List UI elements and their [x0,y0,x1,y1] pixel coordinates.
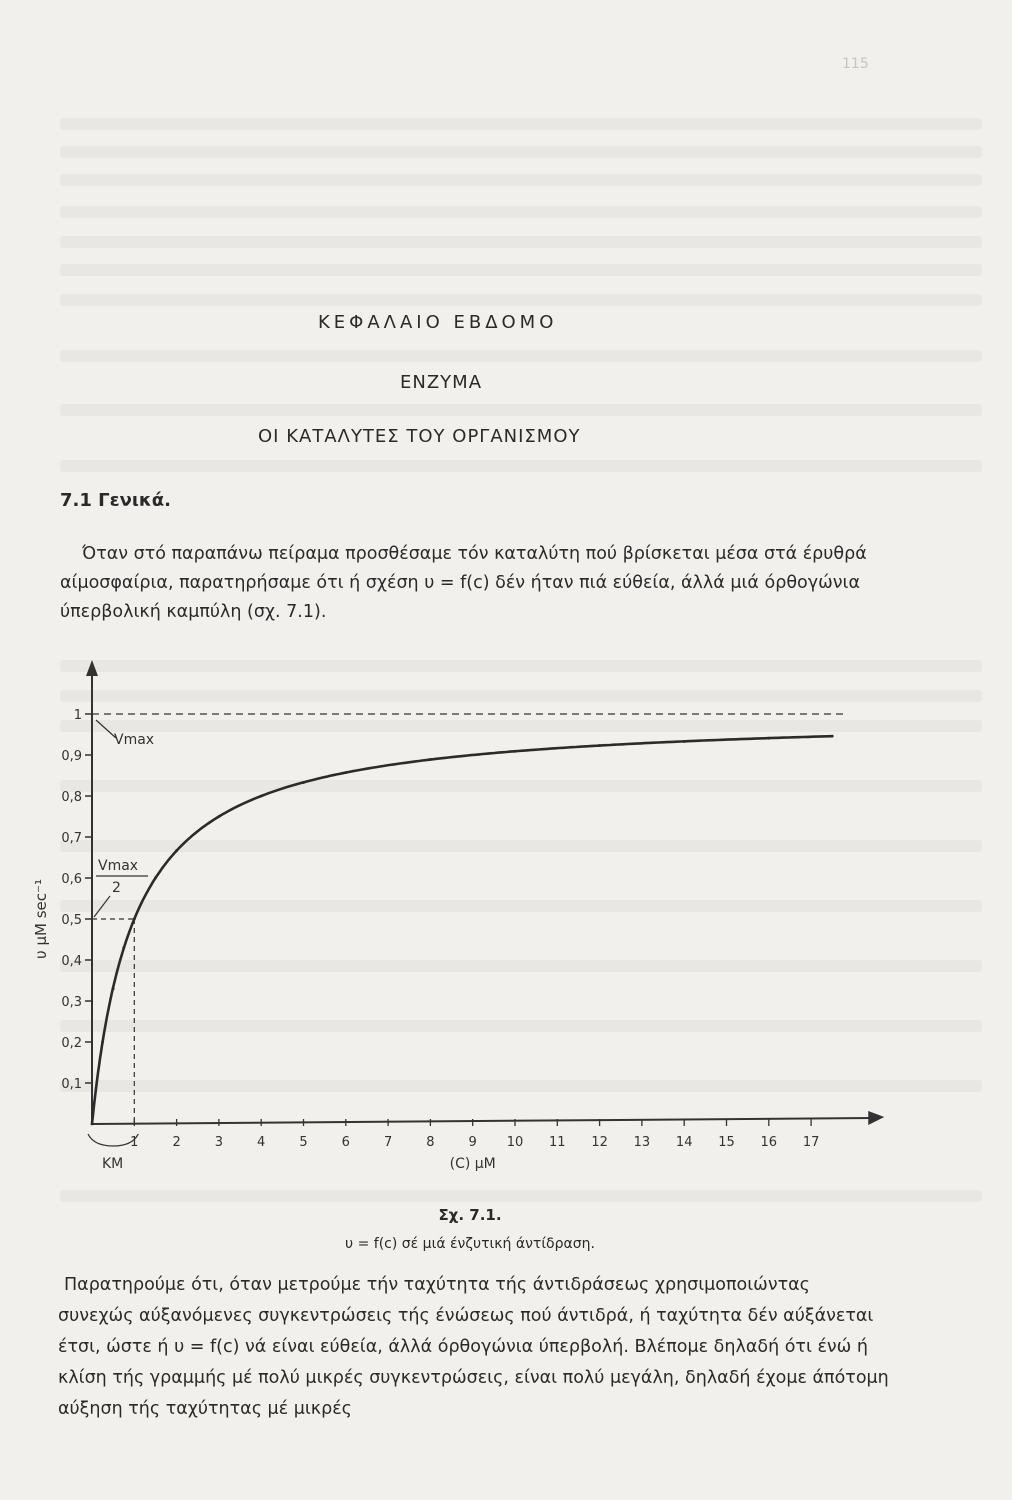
half-vmax-denominator: 2 [112,880,121,896]
x-tick-label: 13 [633,1135,651,1150]
curve-point [598,744,601,747]
y-tick-label: 1 [73,708,82,723]
curve-point [429,758,432,761]
chart-annotations [88,714,845,1172]
x-tick-label: 6 [341,1135,350,1150]
body-paragraph [58,1270,890,1425]
x-tick-label: 8 [426,1135,435,1150]
figure-label: Σχ. 7.1. [438,1206,502,1224]
y-tick-label: 0,3 [61,995,82,1010]
curve-point [260,795,263,798]
curve-point [302,781,305,784]
x-tick-label: 12 [591,1135,608,1150]
michaelis-menten-chart [0,640,1012,1200]
x-tick-label: 5 [299,1135,308,1150]
chapter-subtitle: ΟΙ ΚΑΤΑΛΥΤΕΣ ΤΟΥ ΟΡΓΑΝΙΣΜΟΥ [258,426,581,447]
x-tick-label: 15 [718,1135,735,1150]
curve-point [101,1041,104,1044]
x-tick-label: 7 [383,1135,393,1150]
x-axis-label: (C) μM [449,1156,496,1172]
x-tick-label: 4 [257,1135,266,1150]
page-number: 115 [842,56,869,72]
curve-point [133,918,136,921]
chapter-label: ΚΕΦΑΛΑΙΟ ΕΒΔΟΜΟ [318,312,558,333]
y-tick-label: 0,6 [61,872,82,887]
vmax-leader-line [96,720,116,738]
y-tick-label: 0,7 [61,831,82,846]
x-tick-label: 2 [172,1135,181,1150]
velocity-curve [92,736,832,1124]
half-vmax-leader-line [94,896,110,917]
curve-point [122,946,125,949]
curve-point [154,877,157,880]
intro-paragraph [60,540,890,627]
y-tick-label: 0,4 [61,954,82,969]
curve-point [514,750,517,753]
x-axis-line [92,1118,872,1124]
section-heading: 7.1 Γενικά. [60,490,171,511]
body-text: Παρατηρούμε ότι, όταν μετρούμε τήν ταχύτητα τής άντιδράσεως χρησιμοποιώντας συνεχώς αύξανόμενες συγκεντρώσεις τής ένώσεως πού άντιδρά, ή ταχύτητα δέν αύξάνεται έτσι, ώστε ή υ = f(c) νά είναι εύθεία, άλλά όρθογώνια ύπερβολή. Βλέπομε δηλαδή ότι ένώ ή κλίση τής γραμμής μέ πολύ μικρές συγκεντρώσεις, είναι πολύ μεγάλη, δηλαδή έχομε άπότομη αύξηση τής ταχύτητας μέ μικρές [58,1275,889,1419]
y-axis-arrow [86,660,98,676]
curve-point [112,987,115,990]
x-tick-label: 10 [506,1135,524,1150]
x-tick-label: 17 [802,1135,820,1150]
y-tick-label: 0,9 [61,749,82,764]
x-tick-label: 9 [468,1135,477,1150]
figure-caption: υ = f(c) σέ μιά ένζυτική άντίδραση. [345,1236,595,1252]
curve-point [344,771,347,774]
curve-point [831,735,834,738]
x-tick-label: 11 [549,1135,566,1150]
x-tick-label: 14 [675,1135,693,1150]
curve-point [218,815,221,818]
y-tick-label: 0,8 [61,790,82,805]
chart-ticks [32,708,819,1172]
curve-point [767,737,770,740]
curve-point [175,849,178,852]
y-tick-label: 0,5 [61,913,82,928]
half-vmax-numerator: Vmax [98,858,139,874]
y-axis-label: υ μM sec⁻¹ [32,879,50,959]
km-label: KM [102,1156,124,1172]
x-tick-label: 16 [760,1135,778,1150]
intro-text: Όταν στό παραπάνω πείραμα προσθέσαμε τόν καταλύτη πού βρίσκεται μέσα στά έρυθρά αίμοσφαίρια, παρατηρήσαμε ότι ή σχέση υ = f(c) δέν ήταν πιά εύθεία, άλλά μιά όρθογώνια ύπερβολική καμπύλη (σχ. 7.1). [60,544,867,622]
x-tick-label: 1 [130,1135,139,1150]
chart-curve [91,735,834,1126]
y-tick-label: 0,1 [61,1077,82,1092]
curve-point [683,740,686,743]
y-tick-label: 0,2 [61,1036,82,1051]
chapter-title: ΕΝΖΥΜΑ [400,372,483,393]
vmax-label: Vmax [114,732,155,748]
chart-axes [86,660,884,1125]
x-tick-label: 3 [214,1135,224,1150]
curve-point [91,1123,94,1126]
x-axis-arrow [868,1111,884,1125]
